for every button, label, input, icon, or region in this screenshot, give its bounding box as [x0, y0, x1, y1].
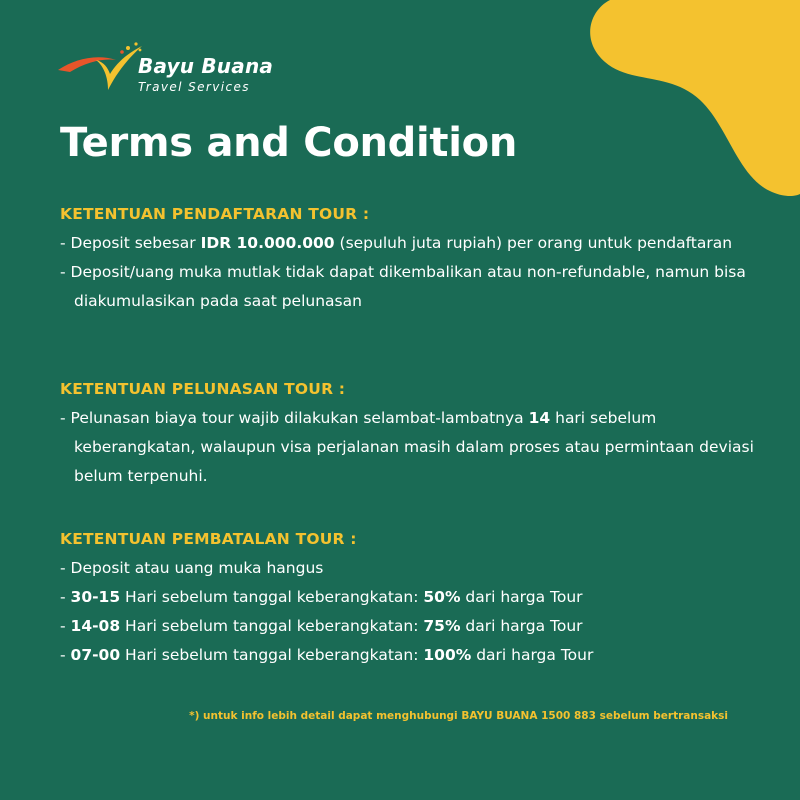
- list-item: - Deposit sebesar IDR 10.000.000 (sepuluh juta rupiah) per orang untuk pendaftaran: [60, 234, 733, 252]
- section-heading: KETENTUAN PELUNASAN TOUR :: [60, 380, 346, 398]
- brand-swoosh-icon: [56, 40, 146, 100]
- section-cancellation: [60, 530, 760, 670]
- footnote: *) untuk info lebih detail dapat menghubungi BAYU BUANA 1500 883 sebelum bertransaksi: [189, 710, 728, 722]
- list-item: - 14-08 Hari sebelum tanggal keberangkatan: 75% dari harga Tour: [60, 617, 583, 635]
- section-registration: [60, 205, 760, 316]
- section-heading: KETENTUAN PENDAFTARAN TOUR :: [60, 205, 370, 223]
- list-item: - Pelunasan biaya tour wajib dilakukan selambat-lambatnya 14 hari sebelum keberangkatan, walaupun visa perjalanan masih dalam proses atau permintaan deviasi belum terpenuhi.: [60, 409, 754, 485]
- section-payment: [60, 380, 760, 491]
- list-item: - Deposit atau uang muka hangus: [60, 559, 324, 577]
- brand-tagline: Travel Services: [138, 80, 250, 94]
- list-item: - 30-15 Hari sebelum tanggal keberangkatan: 50% dari harga Tour: [60, 588, 583, 606]
- list-item: - 07-00 Hari sebelum tanggal keberangkatan: 100% dari harga Tour: [60, 646, 594, 664]
- brand-name: Bayu Buana: [138, 54, 274, 78]
- page-title: Terms and Condition: [60, 120, 518, 166]
- decorative-yellow-blob: [560, 0, 800, 210]
- bayu-buana-logo: [56, 40, 296, 100]
- section-heading: KETENTUAN PEMBATALAN TOUR :: [60, 530, 357, 548]
- list-item: - Deposit/uang muka mutlak tidak dapat dikembalikan atau non-refundable, namun bisa diakumulasikan pada saat pelunasan: [60, 263, 746, 310]
